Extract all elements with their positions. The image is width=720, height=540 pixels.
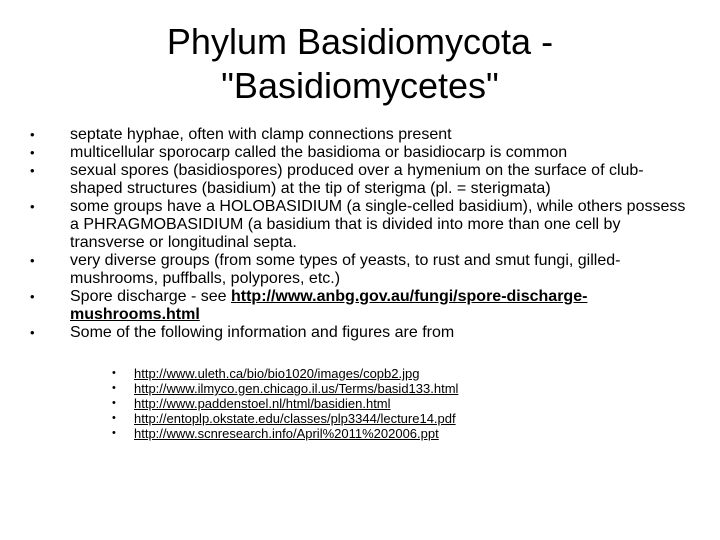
source-link[interactable]: http://www.scnresearch.info/April%2011%202006.ppt: [134, 426, 439, 441]
bullet-text: multicellular sporocarp called the basidioma or basidiocarp is common: [70, 144, 568, 161]
bullet-list: [30, 126, 690, 342]
slide-title-line-1: Phylum Basidiomycota -: [166, 21, 554, 62]
bullet-item: [30, 162, 690, 198]
source-link-list: [112, 366, 672, 441]
bullet-dot: •: [30, 145, 35, 160]
bullet-dot: •: [30, 253, 35, 268]
source-item: [112, 396, 672, 411]
slide-title-line-2: "Basidiomycetes": [221, 65, 499, 106]
bullet-item: [30, 252, 690, 288]
source-item: [112, 426, 672, 441]
bullet-text: septate hyphae, often with clamp connections present: [70, 126, 452, 143]
bullet-dot: •: [112, 397, 116, 409]
bullet-dot: •: [112, 427, 116, 439]
bullet-item-spore-discharge: [30, 288, 690, 324]
bullet-text: very diverse groups (from some types of yeasts, to rust and smut fungi, gilled-mushrooms, puffballs, polypores, etc.): [70, 252, 621, 287]
source-item: [112, 411, 672, 426]
source-item: [112, 381, 672, 396]
bullet-text: Spore discharge - see: [70, 288, 231, 305]
bullet-item: [30, 144, 690, 162]
source-link[interactable]: http://entoplp.okstate.edu/classes/plp3344/lecture14.pdf: [134, 411, 456, 426]
source-item: [112, 366, 672, 381]
bullet-dot: •: [30, 325, 35, 340]
bullet-dot: •: [30, 163, 35, 178]
bullet-item-sources: [30, 324, 690, 342]
bullet-dot: •: [112, 412, 116, 424]
bullet-item: [30, 198, 690, 252]
source-link[interactable]: http://www.paddenstoel.nl/html/basidien.html: [134, 396, 391, 411]
bullet-dot: •: [30, 199, 35, 214]
bullet-dot: •: [30, 127, 35, 142]
bullet-text: some groups have a HOLOBASIDIUM (a single-celled basidium), while others possess a PHRAGMOBASIDIUM (a basidium that is divided into more than one cell by transverse or longitudinal septa.: [70, 198, 686, 251]
bullet-item: [30, 126, 690, 144]
source-link[interactable]: http://www.ilmyco.gen.chicago.il.us/Terms/basid133.html: [134, 381, 459, 396]
bullet-text: sexual spores (basidiospores) produced over a hymenium on the surface of club-shaped structures (basidium) at the tip of sterigma (pl. = sterigmata): [70, 162, 644, 197]
bullet-dot: •: [30, 289, 35, 304]
bullet-dot: •: [112, 367, 116, 379]
slide-title: [36, 20, 684, 108]
source-link[interactable]: http://www.uleth.ca/bio/bio1020/images/copb2.jpg: [134, 366, 420, 381]
bullet-dot: •: [112, 382, 116, 394]
bullet-text: Some of the following information and figures are from: [70, 324, 455, 341]
spore-discharge-link[interactable]: http://www.anbg.gov.au/fungi/spore-discharge-mushrooms.html: [70, 288, 588, 323]
